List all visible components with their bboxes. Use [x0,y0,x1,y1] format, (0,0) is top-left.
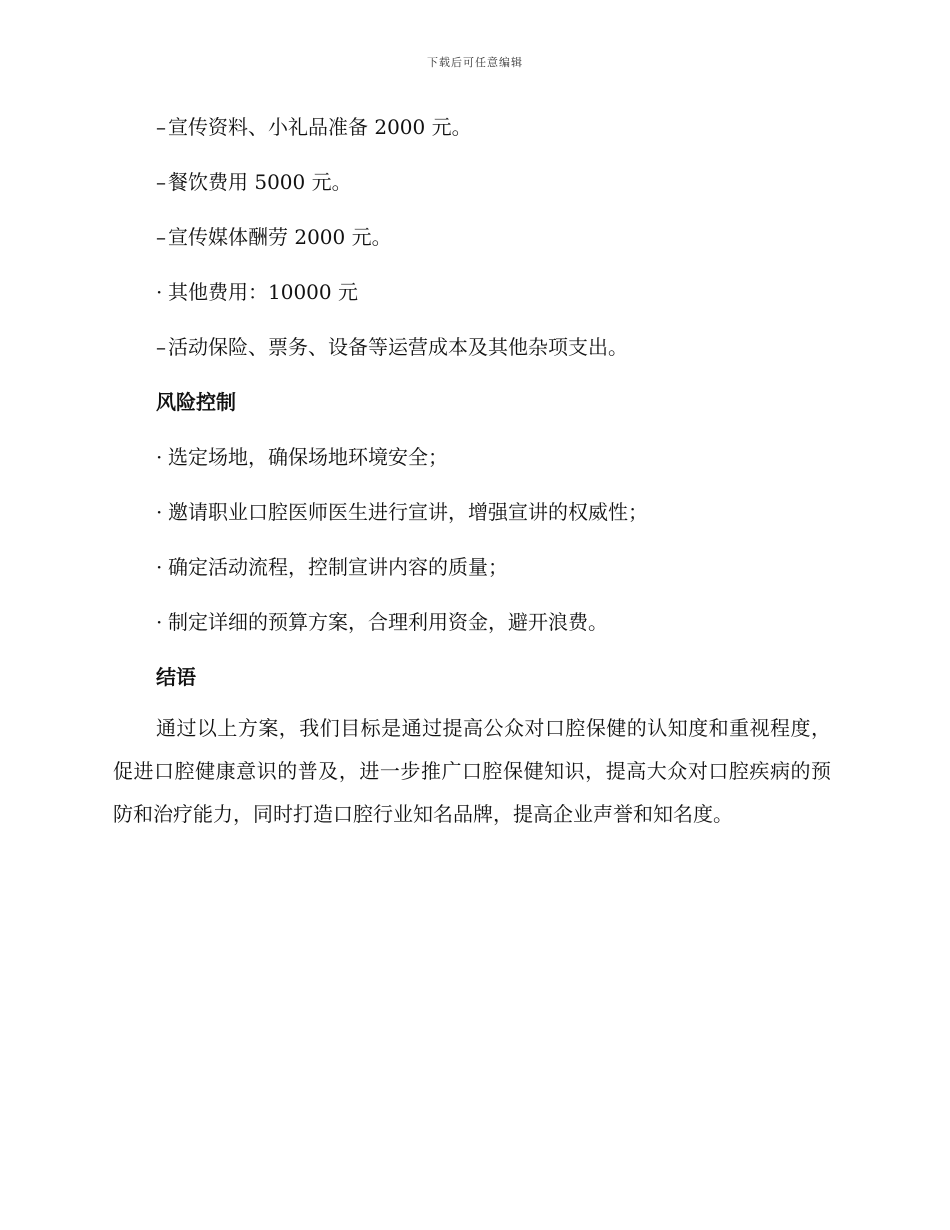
budget-item [113,110,833,165]
budget-item-text: 宣传资料、小礼品准备 2000 元。 [168,115,472,139]
risk-item [113,605,833,660]
dash-marker: – [156,115,166,139]
risk-item-text: 选定场地，确保场地环境安全； [168,445,448,469]
budget-item-text: 餐饮费用 5000 元。 [168,170,352,194]
bullet-marker: · [156,445,163,469]
conclusion-paragraph: 通过以上方案，我们目标是通过提高公众对口腔保健的认知度和重视程度，促进口腔健康意识的普及，进一步推广口腔保健知识，提高大众对口腔疾病的预防和治疗能力，同时打造口腔行业知名品牌，提高企业声誉和知名度。 [113,716,831,826]
bullet-marker: · [156,610,163,634]
dash-marker: – [156,170,166,194]
budget-item [113,165,833,220]
budget-item [113,275,833,330]
budget-item-text: 活动保险、票务、设备等运营成本及其他杂项支出。 [168,335,628,359]
risk-item [113,495,833,550]
budget-item-text: 宣传媒体酬劳 2000 元。 [168,225,392,249]
risk-item-text: 邀请职业口腔医师医生进行宣讲，增强宣讲的权威性； [168,500,648,524]
bullet-marker: · [156,500,163,524]
risk-item [113,550,833,605]
bullet-marker: · [156,280,163,304]
document-body [113,110,833,836]
budget-item-text: 其他费用：10000 元 [168,280,358,304]
risk-item-text: 制定详细的预算方案，合理利用资金，避开浪费。 [168,610,608,634]
risk-item-text: 确定活动流程，控制宣讲内容的质量； [168,555,508,579]
dash-marker: – [156,225,166,249]
header-note: 下载后可任意编辑 [427,56,523,69]
risk-heading: 风险控制 [156,390,236,414]
risk-item [113,440,833,495]
bullet-marker: · [156,555,163,579]
dash-marker: – [156,335,166,359]
budget-item [113,220,833,275]
conclusion-heading: 结语 [156,665,196,689]
budget-item [113,330,833,385]
